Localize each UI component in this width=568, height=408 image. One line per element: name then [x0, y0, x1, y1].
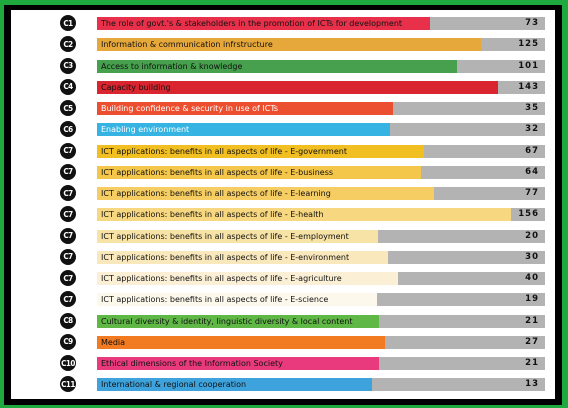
bar [97, 251, 388, 264]
bar [97, 357, 379, 370]
category-code-badge: C8 [60, 313, 76, 329]
category-code-badge: C3 [60, 58, 76, 74]
bar-track [97, 315, 545, 328]
bar-track [97, 336, 545, 349]
chart-row [11, 228, 555, 245]
chart-row [11, 100, 555, 117]
bar-value: 77 [525, 188, 539, 198]
bar-track [97, 17, 545, 30]
bar [97, 208, 511, 221]
bar-track [97, 357, 545, 370]
bar-value: 156 [518, 209, 539, 220]
bar-label: ICT applications: benefits in all aspects of life - E-science [101, 295, 329, 305]
bar-track [97, 208, 545, 221]
bar [97, 230, 378, 243]
bar-label: ICT applications: benefits in all aspects of life - E-agriculture [101, 274, 342, 283]
bar-track [97, 166, 545, 179]
category-code-badge: C5 [60, 100, 76, 116]
bar-value: 21 [525, 315, 539, 326]
bar-track [97, 378, 545, 391]
chart-row [11, 58, 555, 75]
category-code-badge: C11 [60, 376, 76, 392]
bar [97, 102, 393, 115]
bar-track [97, 230, 545, 243]
bar-value: 67 [525, 145, 539, 156]
bar [97, 123, 390, 136]
bar [97, 315, 379, 328]
bar-label: ICT applications: benefits in all aspects of life - E-government [101, 146, 347, 156]
bar-value: 40 [525, 273, 539, 283]
bar-track [97, 293, 545, 306]
chart-row [11, 15, 555, 32]
bar-label: ICT applications: benefits in all aspects of life - E-learning [101, 189, 331, 198]
bar-value: 30 [525, 251, 539, 262]
chart-row [11, 36, 555, 53]
bar-label: Access to information & knowledge [101, 61, 243, 71]
category-code-badge: C7 [60, 185, 76, 201]
bar-value: 32 [525, 124, 539, 135]
bar-label: Capacity building [101, 82, 171, 92]
bar [97, 60, 457, 73]
bar-track [97, 38, 545, 51]
bar-label: ICT applications: benefits in all aspects of life - E-business [101, 167, 334, 177]
category-code-badge: C9 [60, 334, 76, 350]
bar-value: 19 [525, 294, 539, 305]
bar-label: The role of govt.'s & stakeholders in the promotion of ICTs for development [101, 19, 403, 28]
bar-label: Cultural diversity & identity, linguistic diversity & local content [101, 316, 353, 326]
bar-track [97, 187, 545, 200]
chart-row [11, 334, 555, 351]
bar-track [97, 123, 545, 136]
bar [97, 336, 385, 349]
bar-track [97, 145, 545, 158]
chart-row [11, 121, 555, 138]
chart-row [11, 355, 555, 372]
category-code-badge: C1 [60, 15, 76, 31]
category-code-badge: C7 [60, 249, 76, 265]
category-code-badge: C7 [60, 270, 76, 286]
bar-track [97, 102, 545, 115]
bar-label: International & regional cooperation [101, 380, 247, 390]
category-code-badge: C7 [60, 228, 76, 244]
chart-row [11, 164, 555, 181]
category-code-badge: C7 [60, 206, 76, 222]
bar-value: 143 [518, 81, 539, 92]
bar [97, 187, 434, 200]
bar-label: Information & communication infrstructure [101, 40, 273, 50]
bar-value: 73 [525, 18, 539, 28]
bar-label: ICT applications: benefits in all aspects of life - E-employment [101, 231, 349, 241]
bar-value: 64 [525, 166, 539, 177]
bar [97, 81, 498, 94]
chart-row [11, 79, 555, 96]
chart-row [11, 376, 555, 393]
bar-track [97, 251, 545, 264]
bar-track [97, 81, 545, 94]
bar-label: Media [101, 337, 126, 347]
chart-frame [4, 5, 562, 405]
category-code-badge: C7 [60, 291, 76, 307]
chart-row [11, 143, 555, 160]
bar-track [97, 60, 545, 73]
bar [97, 293, 377, 306]
bar-track [97, 272, 545, 285]
bar-label: Enabling environment [101, 125, 190, 135]
category-code-badge: C7 [60, 143, 76, 159]
chart-row [11, 206, 555, 223]
bar-value: 27 [525, 336, 539, 347]
chart-row [11, 313, 555, 330]
chart-panel [11, 10, 555, 399]
category-code-badge: C6 [60, 121, 76, 137]
category-code-badge: C7 [60, 164, 76, 180]
bar [97, 38, 481, 51]
chart-row [11, 291, 555, 308]
bar-value: 101 [518, 60, 539, 71]
chart-row [11, 270, 555, 287]
bar-value: 20 [525, 230, 539, 241]
bar [97, 378, 372, 391]
bar-label: Ethical dimensions of the Information Society [101, 359, 283, 368]
bar [97, 166, 421, 179]
category-code-badge: C2 [60, 36, 76, 52]
bar-value: 13 [525, 379, 539, 390]
bar-value: 21 [525, 358, 539, 368]
bar-label: Building confidence & security in use of ICTs [101, 104, 279, 113]
bar-label: ICT applications: benefits in all aspects of life - E-health [101, 210, 324, 220]
bar [97, 145, 424, 158]
bar [97, 272, 398, 285]
chart-row [11, 185, 555, 202]
category-code-badge: C4 [60, 79, 76, 95]
chart-row [11, 249, 555, 266]
bar-label: ICT applications: benefits in all aspects of life - E-environment [101, 252, 350, 262]
bar [97, 17, 430, 30]
bar-value: 125 [518, 39, 539, 50]
bar-value: 35 [525, 103, 539, 113]
category-code-badge: C10 [60, 355, 76, 371]
